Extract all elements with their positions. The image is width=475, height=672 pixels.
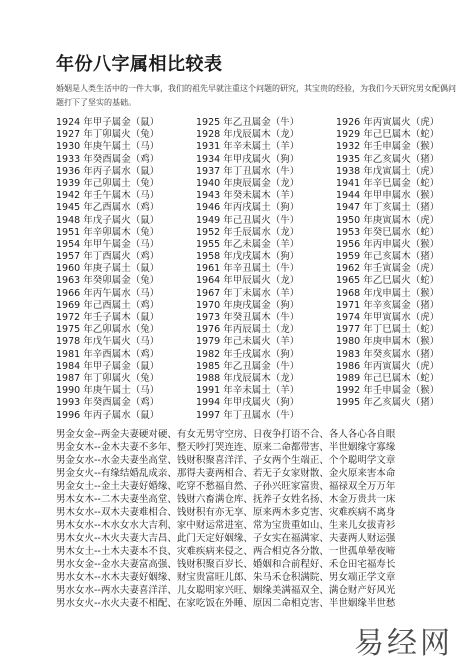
year-cell: 1931 年辛未属土（羊）: [196, 141, 300, 153]
year-cell: 1979 年己未属火（羊）: [196, 336, 300, 348]
year-row: [56, 288, 439, 300]
year-cell: 1980 年庚申属木（猴）: [336, 336, 440, 348]
year-cell: 1954 年甲午属金（马）: [56, 238, 160, 250]
year-cell: 1941 年辛巳属金（蛇）: [336, 177, 440, 189]
year-cell: 1988 年戊辰属木（龙）: [196, 372, 300, 384]
year-cell: 1937 年丁丑属水（牛）: [196, 165, 300, 177]
year-cell: 1982 年壬戌属水（狗）: [196, 348, 300, 360]
compatibility-row: 男木女水--木水女水大吉利、家中财运常进室、常为宝贵重如山、生来儿女拔青衫: [56, 520, 396, 531]
year-row: [56, 215, 439, 227]
year-cell: 1970 年庚戌属金（狗）: [196, 299, 300, 311]
year-row: [56, 397, 439, 409]
year-row: [56, 251, 439, 263]
compatibility-row: 男木女土--土木夫妻本不良、灾难疾病来侵之、两合相克各分散、一世孤单晕夜啼: [56, 546, 396, 557]
year-cell: 1993 年癸酉属金（鸡）: [56, 397, 160, 409]
year-zodiac-table: [56, 117, 439, 422]
compatibility-row: 男木女火--木火夫妻大吉昌、此门天定好姻缘、子女实在福满家、夫妻两人财运强: [56, 533, 396, 544]
year-cell: 1994 年甲戌属火（狗）: [196, 397, 300, 409]
year-cell: 1924 年甲子属金（鼠）: [56, 117, 160, 128]
year-cell: 1945 年乙酉属水（鸡）: [56, 202, 160, 214]
year-row: [56, 190, 439, 202]
year-cell: 1962 年壬寅属金（虎）: [336, 263, 440, 275]
year-cell: 1938 年戊寅属土（虎）: [336, 165, 440, 177]
compatibility-row: 男木女水--双木夫妻难相合、钱财积有亦无享、原来两木多克害、灾难疾病不离身: [56, 507, 396, 518]
year-row: [56, 202, 439, 214]
year-cell: 1958 年戊戌属木（狗）: [196, 251, 300, 263]
site-watermark: 易经网: [354, 626, 453, 661]
year-cell: 1995 年乙亥属火（猪）: [336, 397, 440, 409]
year-cell: 1928 年戊辰属木（龙）: [196, 129, 300, 141]
year-row: [56, 336, 439, 348]
compatibility-row: 男水女火--水火夫妻不相配、在家吃饭在外睡、原因二命相克害、半世姻缘半世愁: [56, 598, 396, 609]
year-row: [56, 300, 439, 312]
year-cell: 1990 年庚午属土（马）: [56, 385, 160, 397]
year-cell: 1934 年甲戌属火（狗）: [196, 153, 300, 165]
year-cell: 1930 年庚午属土（马）: [56, 141, 160, 153]
year-cell: 1936 年丙子属水（鼠）: [56, 165, 160, 177]
year-cell: 1985 年乙丑属金（牛）: [196, 360, 300, 372]
year-row: [56, 324, 439, 336]
compatibility-row: 男水女金--金水夫妻富高强、钱财积聚百岁长、婚姻和合前程好、禾仓田宅福寿长: [56, 559, 396, 570]
year-row: [56, 129, 439, 141]
year-cell: 1960 年庚子属土（鼠）: [56, 263, 160, 275]
year-row: [56, 178, 439, 190]
year-cell: 1983 年癸亥属水（猪）: [336, 348, 440, 360]
year-row: [56, 227, 439, 239]
year-cell: 1977 年丁巳属土（蛇）: [336, 324, 440, 336]
year-cell: 1973 年癸丑属木（牛）: [196, 312, 300, 323]
year-row: [56, 361, 439, 373]
year-cell: 1956 年丙申属火（猴）: [336, 238, 440, 250]
year-cell: 1964 年甲辰属火（龙）: [196, 275, 300, 287]
year-cell: 1948 年戊子属火（鼠）: [56, 214, 160, 226]
year-row: [56, 141, 439, 153]
year-cell: 1957 年丁酉属火（鸡）: [56, 251, 160, 263]
page-title: 年份八字属相比较表: [56, 54, 223, 75]
year-cell: 1986 年丙寅属火（虎）: [336, 360, 440, 372]
compatibility-row: 男金女木--金木夫妻不多年、整天吵打哭连连、原来二命都带害、半世姻缘守寡缘: [56, 442, 396, 453]
year-cell: 1963 年癸卯属金（兔）: [56, 275, 160, 287]
year-cell: 1944 年甲申属水（猴）: [336, 190, 440, 202]
year-cell: 1951 年辛卯属木（兔）: [56, 226, 160, 238]
year-cell: 1975 年乙卯属水（兔）: [56, 324, 160, 336]
year-cell: 1926 年丙寅属火（虎）: [336, 117, 440, 128]
year-row: [56, 410, 439, 422]
year-row: [56, 275, 439, 287]
year-cell: 1932 年壬申属金（猴）: [336, 141, 440, 153]
year-row: [56, 312, 439, 324]
year-cell: 1984 年甲子属金（鼠）: [56, 360, 160, 372]
year-cell: 1965 年乙巳属火（蛇）: [336, 275, 440, 287]
year-cell: 1976 年丙辰属土（龙）: [196, 324, 300, 336]
compatibility-row: 男金女金--两金夫妻硬对硬、有女无男守空房、日夜争打语不合、各人各心各自眼: [56, 429, 396, 440]
compatibility-row: 男金女水--水金夫妻坐高堂、钱财积聚喜洋洋、子女两个生端正、个个聪明学文章: [56, 455, 396, 466]
year-cell: 1929 年己巳属木（蛇）: [336, 129, 440, 141]
year-cell: 1996 年丙子属水（鼠）: [56, 409, 160, 421]
year-row: [56, 239, 439, 251]
year-row: [56, 154, 439, 166]
year-cell: 1952 年壬辰属水（龙）: [196, 226, 300, 238]
compatibility-row: 男木女木--二木夫妻坐高堂、钱财六畜满仓库、抚养子女姓名扬、木金万贵共一床: [56, 494, 396, 505]
compatibility-row: 男金女火--有缘结婚乱成亲、那得夫妻两相合、若无子女家财散、金火原来害本命: [56, 468, 396, 479]
year-row: [56, 373, 439, 385]
year-cell: 1972 年壬子属木（鼠）: [56, 312, 160, 323]
year-cell: 1992 年壬申属金（猴）: [336, 385, 440, 397]
year-cell: 1939 年己卯属土（兔）: [56, 177, 160, 189]
year-cell: 1978 年戊午属火（马）: [56, 336, 160, 348]
year-cell: 1987 年丁卯属火（兔）: [56, 372, 160, 384]
year-cell: 1961 年辛丑属土（牛）: [196, 263, 300, 275]
year-cell: 1989 年己巳属木（蛇）: [336, 372, 440, 384]
intro-paragraph: 婚姻是人类生活中的一件大事，我们的祖先早就注重这个问题的研究，其宝贵的经验，为我们今天研究男女配偶问题打下了坚实的基础。: [56, 84, 456, 107]
year-cell: 1997 年丁丑属水（牛）: [196, 409, 300, 421]
year-cell: 1968 年戊申属土（猴）: [336, 287, 440, 299]
year-cell: 1991 年辛未属土（羊）: [196, 385, 300, 397]
compatibility-row: 男金女土--金土夫妻好婚缘、吃穿不愁福自然、子孙兴旺家富贵、福禄双全万万年: [56, 481, 396, 492]
compatibility-row: 男水女水--两水夫妻喜洋洋、儿女聪明家兴旺、姻缘美满福双全、满仓财产好风光: [56, 585, 396, 596]
year-cell: 1966 年丙午属水（马）: [56, 287, 160, 299]
compatibility-row: 男水女木--水木夫妻好姻缘、财宝贵富旺儿郎、朱马禾仓积满院、男女端正学文章: [56, 572, 396, 583]
year-cell: 1950 年庚寅属木（虎）: [336, 214, 440, 226]
year-row: [56, 117, 439, 129]
year-cell: 1933 年癸酉属金（鸡）: [56, 153, 160, 165]
year-cell: 1959 年己亥属木（猪）: [336, 251, 440, 263]
year-cell: 1946 年丙戌属土（狗）: [196, 202, 300, 214]
year-row: [56, 263, 439, 275]
year-cell: 1971 年辛亥属金（猪）: [336, 299, 440, 311]
year-row: [56, 349, 439, 361]
year-cell: 1967 年丁未属水（羊）: [196, 287, 300, 299]
year-cell: 1953 年癸巳属水（蛇）: [336, 226, 440, 238]
year-cell: 1943 年癸未属木（羊）: [196, 190, 300, 202]
year-cell: 1949 年己丑属火（牛）: [196, 214, 300, 226]
year-cell: 1981 年辛酉属木（鸡）: [56, 348, 160, 360]
year-cell: 1955 年乙未属金（羊）: [196, 238, 300, 250]
compatibility-list: [56, 428, 395, 610]
year-cell: 1947 年丁亥属土（猪）: [336, 202, 440, 214]
year-row: [56, 166, 439, 178]
year-cell: 1974 年甲寅属水（虎）: [336, 312, 440, 323]
year-row: [56, 385, 439, 397]
year-cell: 1942 年壬午属木（马）: [56, 190, 160, 202]
year-cell: 1935 年乙亥属火（猪）: [336, 153, 440, 165]
year-cell: 1969 年己酉属土（鸡）: [56, 299, 160, 311]
year-cell: 1927 年丁卯属火（兔）: [56, 129, 160, 141]
year-cell: 1940 年庚辰属金（龙）: [196, 177, 300, 189]
year-cell: 1925 年乙丑属金（牛）: [196, 117, 300, 128]
